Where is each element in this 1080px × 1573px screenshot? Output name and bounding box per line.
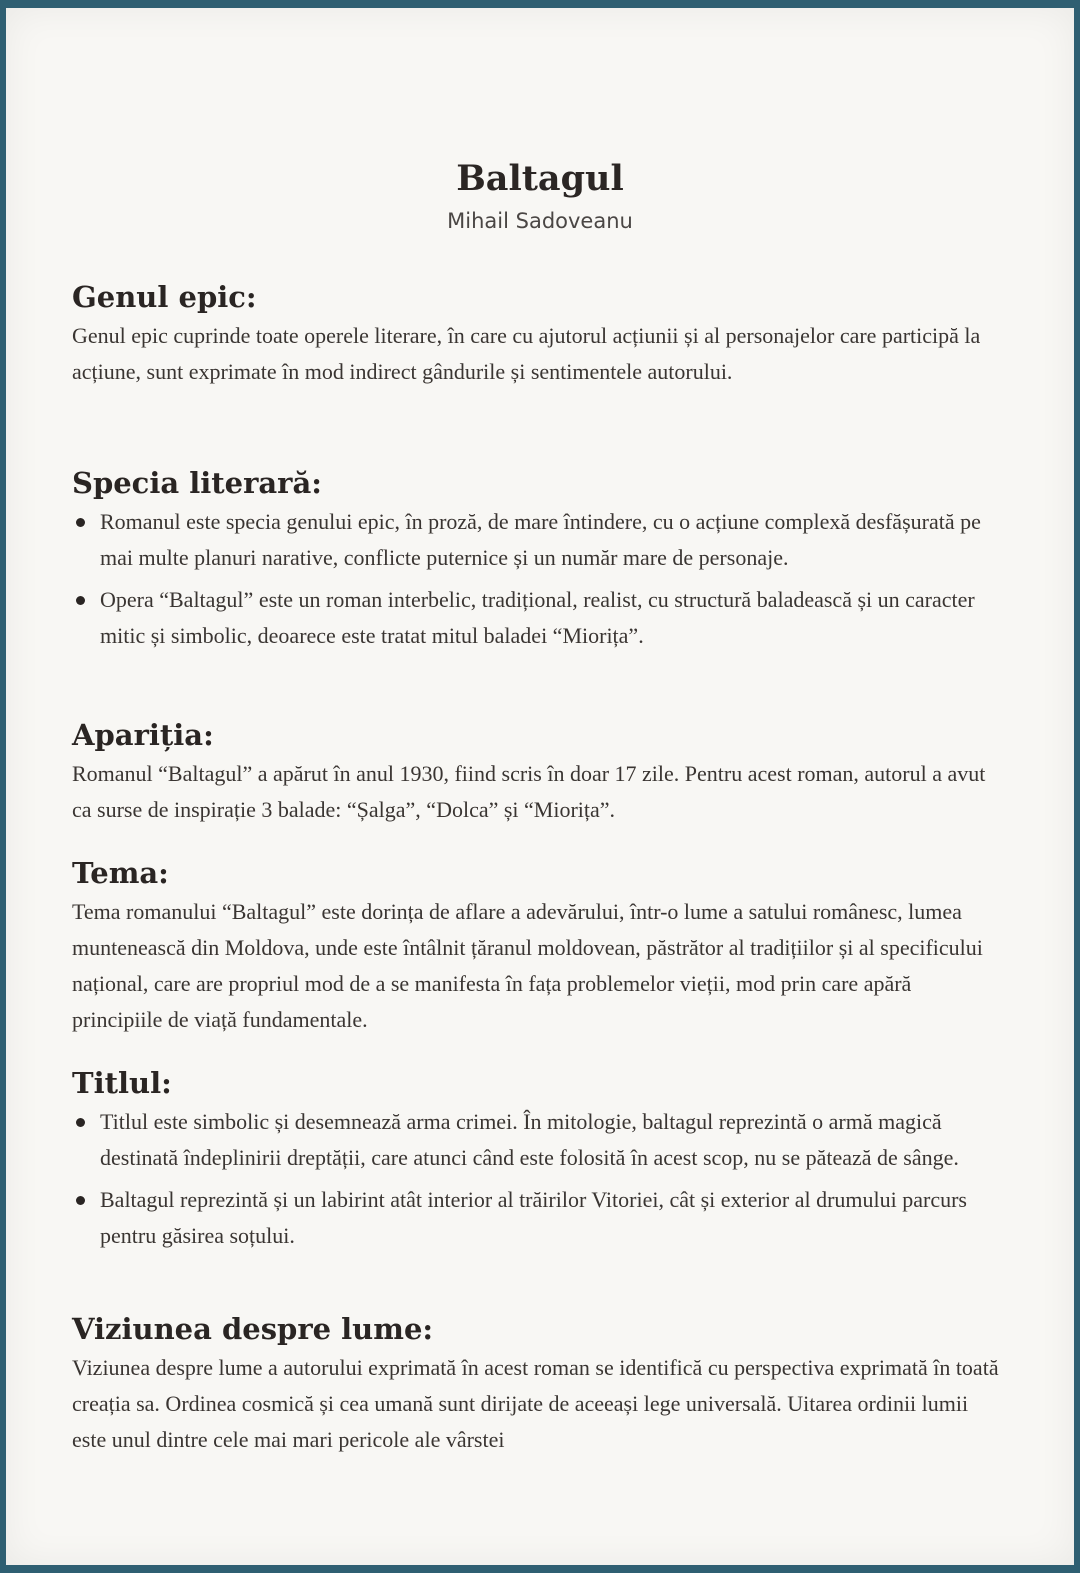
section-paragraph: Tema romanului “Baltagul” este dorința de aflare a adevărului, într-o lume a satului românesc, lumea muntenească din Moldova, unde este întâlnit țăranul moldovean, păstrător al tradițiilor și al specificului național, care are propriul mod de a se manifesta în fața problemelor vieții, mod prin care apără principiile de viață fundamentale. [72,899,983,1032]
bullet-icon [76,1118,85,1127]
section-genul-epic [72,280,1002,390]
bullet-item [72,504,1002,576]
bullet-text: Romanul este specia genului epic, în proză, de mare întindere, cu o acțiune complexă desfășurată pe mai multe planuri narative, conflicte puternice și un număr mare de personaje. [100,509,981,570]
bullet-icon [76,596,85,605]
document-title: Baltagul [456,158,624,199]
bullet-item [72,1104,1002,1176]
section-titlul [72,1066,1002,1260]
bullet-list [72,504,1002,654]
bullet-list [72,1104,1002,1254]
bullet-icon [76,1196,85,1205]
section-specia-literara [72,466,1002,660]
section-aparitia [72,718,1002,828]
bullet-item [72,1182,1002,1254]
title-block [6,158,1074,233]
bullet-text: Opera “Baltagul” este un roman interbelic, tradițional, realist, cu structură baladească și un caracter mitic și simbolic, deoarece este tratat mitul baladei “Miorița”. [100,587,975,648]
section-viziunea [72,1312,1002,1458]
bullet-icon [76,518,85,527]
section-heading: Tema: [72,856,169,890]
section-heading: Apariția: [72,718,214,752]
section-tema [72,856,1002,1038]
bullet-item [72,582,1002,654]
bullet-text: Titlul este simbolic și desemnează arma crimei. În mitologie, baltagul reprezintă o armă magică destinată îndeplinirii dreptății, care atunci când este folosită în acest scop, nu se pătează de sânge. [100,1109,959,1170]
section-paragraph: Genul epic cuprinde toate operele literare, în care cu ajutorul acțiunii și al personajelor care participă la acțiune, sunt exprimate în mod indirect gândurile și sentimentele autorului. [72,323,981,384]
bullet-text: Baltagul reprezintă și un labirint atât interior al trăirilor Vitoriei, cât și exterior al drumului parcurs pentru găsirea soțului. [100,1187,967,1248]
section-heading: Genul epic: [72,280,257,314]
section-paragraph: Viziunea despre lume a autorului exprimată în acest roman se identifică cu perspectiva exprimată în toată creația sa. Ordinea cosmică și cea umană sunt dirijate de aceeași lege universală. Uitarea ordinii lumii este unul dintre cele mai mari pericole ale vârstei [72,1355,999,1452]
section-heading: Viziunea despre lume: [72,1312,434,1346]
document-author: Mihail Sadoveanu [447,209,633,233]
document-page [6,8,1074,1565]
section-paragraph: Romanul “Baltagul” a apărut în anul 1930, fiind scris în doar 17 zile. Pentru acest roman, autorul a avut ca surse de inspirație 3 balade: “Șalga”, “Dolca” și “Miorița”. [72,761,986,822]
section-heading: Titlul: [72,1066,172,1100]
section-heading: Specia literară: [72,466,322,500]
